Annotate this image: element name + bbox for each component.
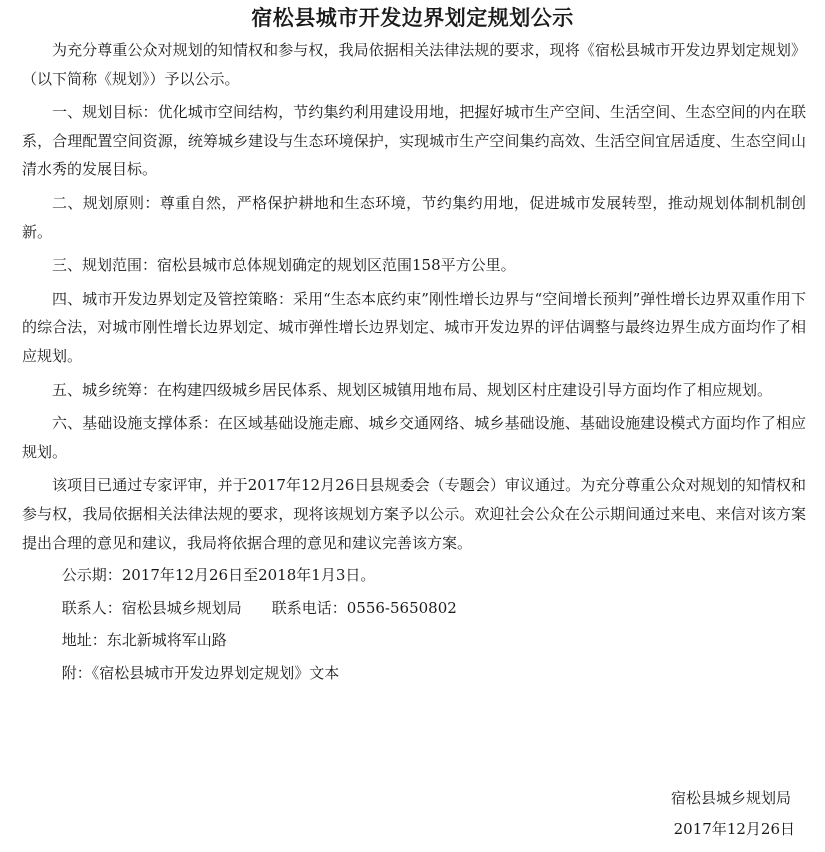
signature-date: 2017年12月26日 [673,820,795,838]
contact-info: 联系人：宿松县城乡规划局 联系电话：0556-5650802 [61,598,457,617]
section-infrastructure: 六、基础设施支撑体系：在区域基础设施走廊、城乡交通网络、城乡基础设施、基础设施建设模式方面均作了相应规划。 [22,414,806,461]
section-goal: 一、规划目标：优化城市空间结构，节约集约利用建设用地，把握好城市生产空间、生活空间、生态空间的内在联系，合理配置空间资源，统筹城乡建设与生态环境保护，实现城市生产空间集约高效、生活空间宜居适度、生态空间山清水秀的发展目标。 [22,103,806,179]
notice-period: 公示期：2017年12月26日至2018年1月3日。 [61,566,376,585]
page-title: 宿松县城市开发边界划定规划公示 [251,5,574,30]
section-principle: 二、规划原则：尊重自然，严格保护耕地和生态环境，节约集约用地，促进城市发展转型，推动规划体制机制创新。 [22,193,806,241]
address-info: 地址：东北新城将军山路 [61,631,227,650]
attachment-info: 附：《宿松县城市开发边界划定规划》文本 [61,663,340,682]
closing-paragraph: 该项目已通过专家评审，并于2017年12月26日县规委会（专题会）审议通过。为充分尊重公众对规划的知情权和参与权，我局依据相关法律法规的要求，现将该规划方案予以公示。欢迎社会公众在公示期间通过来电、来信对该方案提出合理的意见和建议，我局将依据合理的意见和建议完善该方案。 [22,476,806,552]
section-boundary-strategy: 四、城市开发边界划定及管控策略：采用“生态本底约束”刚性增长边界与“空间增长预判”弹性增长边界双重作用下的综合法，对城市刚性增长边界划定、城市弹性增长边界划定、城市开发边界的评估调整与最终边界生成方面均作了相应规划。 [22,289,806,365]
signature-org: 宿松县城乡规划局 [670,789,791,807]
section-urban-rural: 五、城乡统筹：在构建四级城乡居民体系、规划区城镇用地布局、规划区村庄建设引导方面均作了相应规划。 [52,380,773,399]
announcement-body [22,36,806,687]
section-scope: 三、规划范围：宿松县城市总体规划确定的规划区范围158平方公里。 [52,256,516,275]
intro-paragraph: 为充分尊重公众对规划的知情权和参与权，我局依据相关法律法规的要求，现将《宿松县城市开发边界划定规划》（以下简称《规划》）予以公示。 [22,41,806,88]
